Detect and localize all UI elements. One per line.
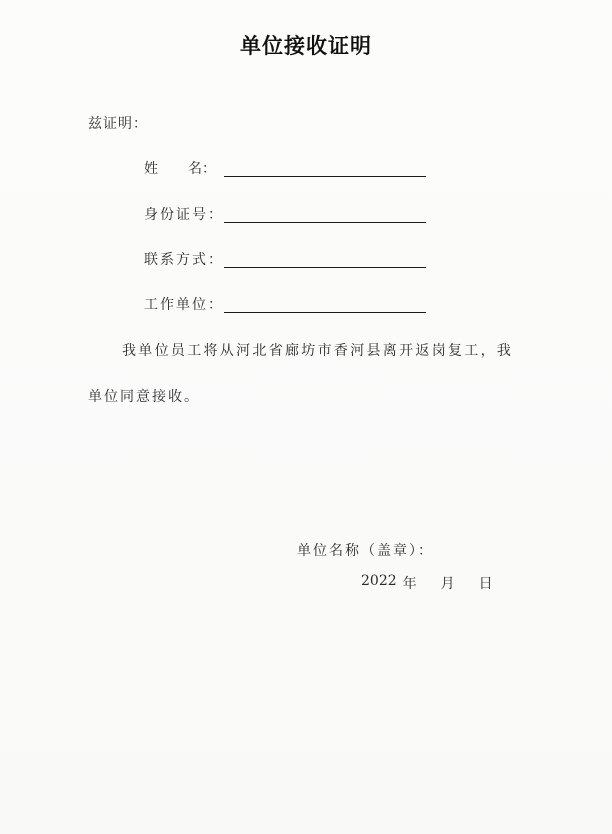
employer-field [144,294,426,314]
name-label-char-1: 姓 [144,161,158,177]
date-row [361,573,493,593]
name-label [144,158,216,178]
id-number-field [144,204,426,224]
date-month-char: 月 [440,576,455,592]
contact-field [144,249,426,269]
document-title: 单位接收证明 [240,34,372,58]
body-paragraph-line-1: 我单位员工将从河北省廊坊市香河县离开返岗复工，我 [122,343,514,359]
contact-blank-line [224,267,426,268]
date-year-char: 年 [402,576,417,592]
date-day-char: 日 [478,576,493,592]
date-year: 2022 [361,573,397,589]
id-number-blank-line [224,222,426,223]
name-label-char-2: 名： [188,161,216,177]
id-number-label: 身份证号： [144,207,224,223]
body-paragraph-line-2: 单位同意接收。 [88,389,200,405]
contact-label: 联系方式： [144,252,224,268]
employer-label: 工作单位： [144,297,224,313]
greeting-text: 兹证明： [88,116,148,132]
name-blank-line [224,176,426,177]
employer-blank-line [224,312,426,313]
name-field [144,158,426,178]
unit-name-seal-label: 单位名称（盖章）： [297,543,434,559]
